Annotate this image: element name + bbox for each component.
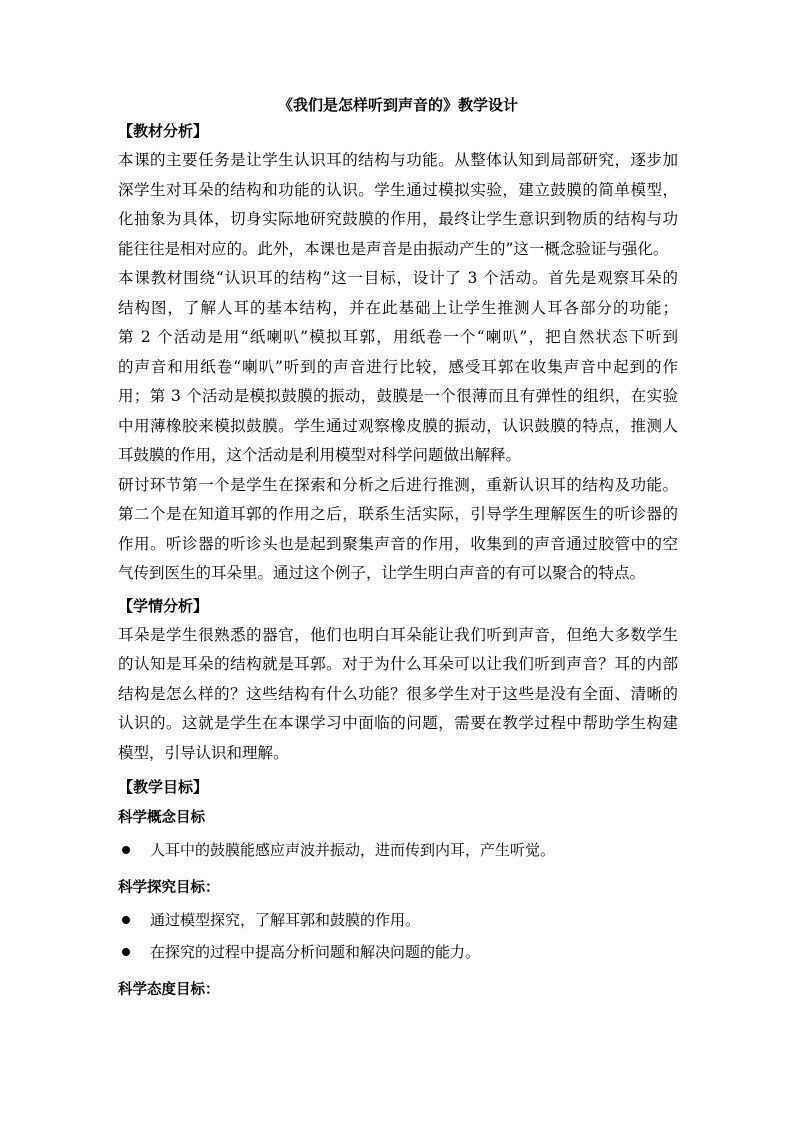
- paragraph-line: 模型，引导认识和理解。: [118, 743, 289, 762]
- paragraph-line: 结构图，了解人耳的基本结构，并在此基础上让学生推测人耳各部分的功能；: [118, 298, 678, 317]
- bullet-icon: [122, 916, 130, 924]
- objective-group-title: 科学探究目标：: [118, 879, 220, 896]
- paragraph-line: 深学生对耳朵的结构和功能的认识。学生通过模拟实验，建立鼓膜的简单模型，: [118, 180, 678, 199]
- paragraph-line: 认识的。这就是学生在本课学习中面临的问题，需要在教学过程中帮助学生构建: [118, 714, 678, 732]
- paragraph-line: 的认知是耳朵的结构就是耳郭。对于为什么耳朵可以让我们听到声音？耳的内部: [118, 655, 678, 673]
- bullet-icon: [122, 846, 130, 854]
- students-body: [118, 621, 678, 769]
- paragraph-line: 作用。听诊器的听诊头也是起到聚集声音的作用，收集到的声音通过胶管中的空: [118, 534, 678, 553]
- paragraph-line: 耳朵是学生很熟悉的器官，他们也明白耳朵能让我们听到声音，但绝大多数学生: [118, 625, 678, 644]
- document-page: [118, 92, 678, 1006]
- objective-item: [118, 904, 678, 936]
- paragraph-line: 第二个是在知道耳郭的作用之后，联系生活实际，引导学生理解医生的听诊器的: [118, 505, 678, 523]
- paragraph-line: 研讨环节第一个是学生在探索和分析之后进行推测，重新认识耳的结构及功能。: [118, 475, 678, 494]
- paragraph-line: 本课的主要任务是让学生认识耳的结构与功能。从整体认知到局部研究，逐步加: [118, 151, 678, 169]
- paragraph-line: 用；第 3 个活动是模拟鼓膜的振动，鼓膜是一个很薄而且有弹性的组织，在实验: [118, 387, 678, 405]
- paragraph-line: 气传到医生的耳朵里。通过这个例子，让学生明白声音的有可以聚合的特点。: [118, 564, 646, 582]
- objective-item-text: 在探究的过程中提高分析问题和解决问题的能力。: [150, 943, 481, 961]
- objectives-body: [118, 802, 678, 1006]
- bullet-icon: [122, 948, 130, 956]
- paragraph-line: 本课教材围绕“认识耳的结构”这一目标，设计了 3 个活动。首先是观察耳朵的: [118, 269, 678, 287]
- objective-item-text: 通过模型探究，了解耳郭和鼓膜的作用。: [150, 911, 421, 929]
- materials-body: [118, 146, 678, 589]
- paragraph-line: 中用薄橡胶来模拟鼓膜。学生通过观察橡皮膜的振动，认识鼓膜的特点，推测人: [118, 416, 678, 435]
- objective-item-text: 人耳中的鼓膜能感应声波并振动，进而传到内耳，产生听觉。: [150, 841, 556, 859]
- paragraph: [118, 621, 678, 769]
- objective-group-title: 科学概念目标: [118, 809, 205, 826]
- paragraph: [118, 471, 678, 589]
- paragraph-line: 化抽象为具体，切身实际地研究鼓膜的作用，最终让学生意识到物质的结构与功: [118, 210, 678, 228]
- paragraph-line: 能往往是相对应的。此外，本课也是声音是由振动产生的”这一概念验证与强化。: [118, 239, 669, 258]
- paragraph: [118, 264, 678, 471]
- paragraph-line: 结构是怎么样的？这些结构有什么功能？很多学生对于这些是没有全面、清晰的: [118, 684, 678, 703]
- document-title: 《我们是怎样听到声音的》教学设计: [277, 96, 518, 114]
- paragraph-line: 耳鼓膜的作用，这个活动是利用模型对科学问题做出解释。: [118, 446, 522, 464]
- objective-item: [118, 834, 678, 866]
- paragraph-line: 的声音和用纸卷“喇叭”听到的声音进行比较，感受耳郭在收集声音中起到的作: [118, 357, 678, 376]
- objective-item: [118, 936, 678, 968]
- paragraph: [118, 146, 678, 264]
- paragraph-line: 第 2 个活动是用“纸喇叭”模拟耳郭，用纸卷一个“喇叭”，把自然状态下听到: [118, 328, 678, 346]
- objective-group-title: 科学态度目标：: [118, 981, 220, 998]
- section-heading-students: 【学情分析】: [118, 596, 209, 615]
- section-heading-materials: 【教材分析】: [118, 122, 209, 140]
- section-heading-objectives: 【教学目标】: [118, 778, 209, 796]
